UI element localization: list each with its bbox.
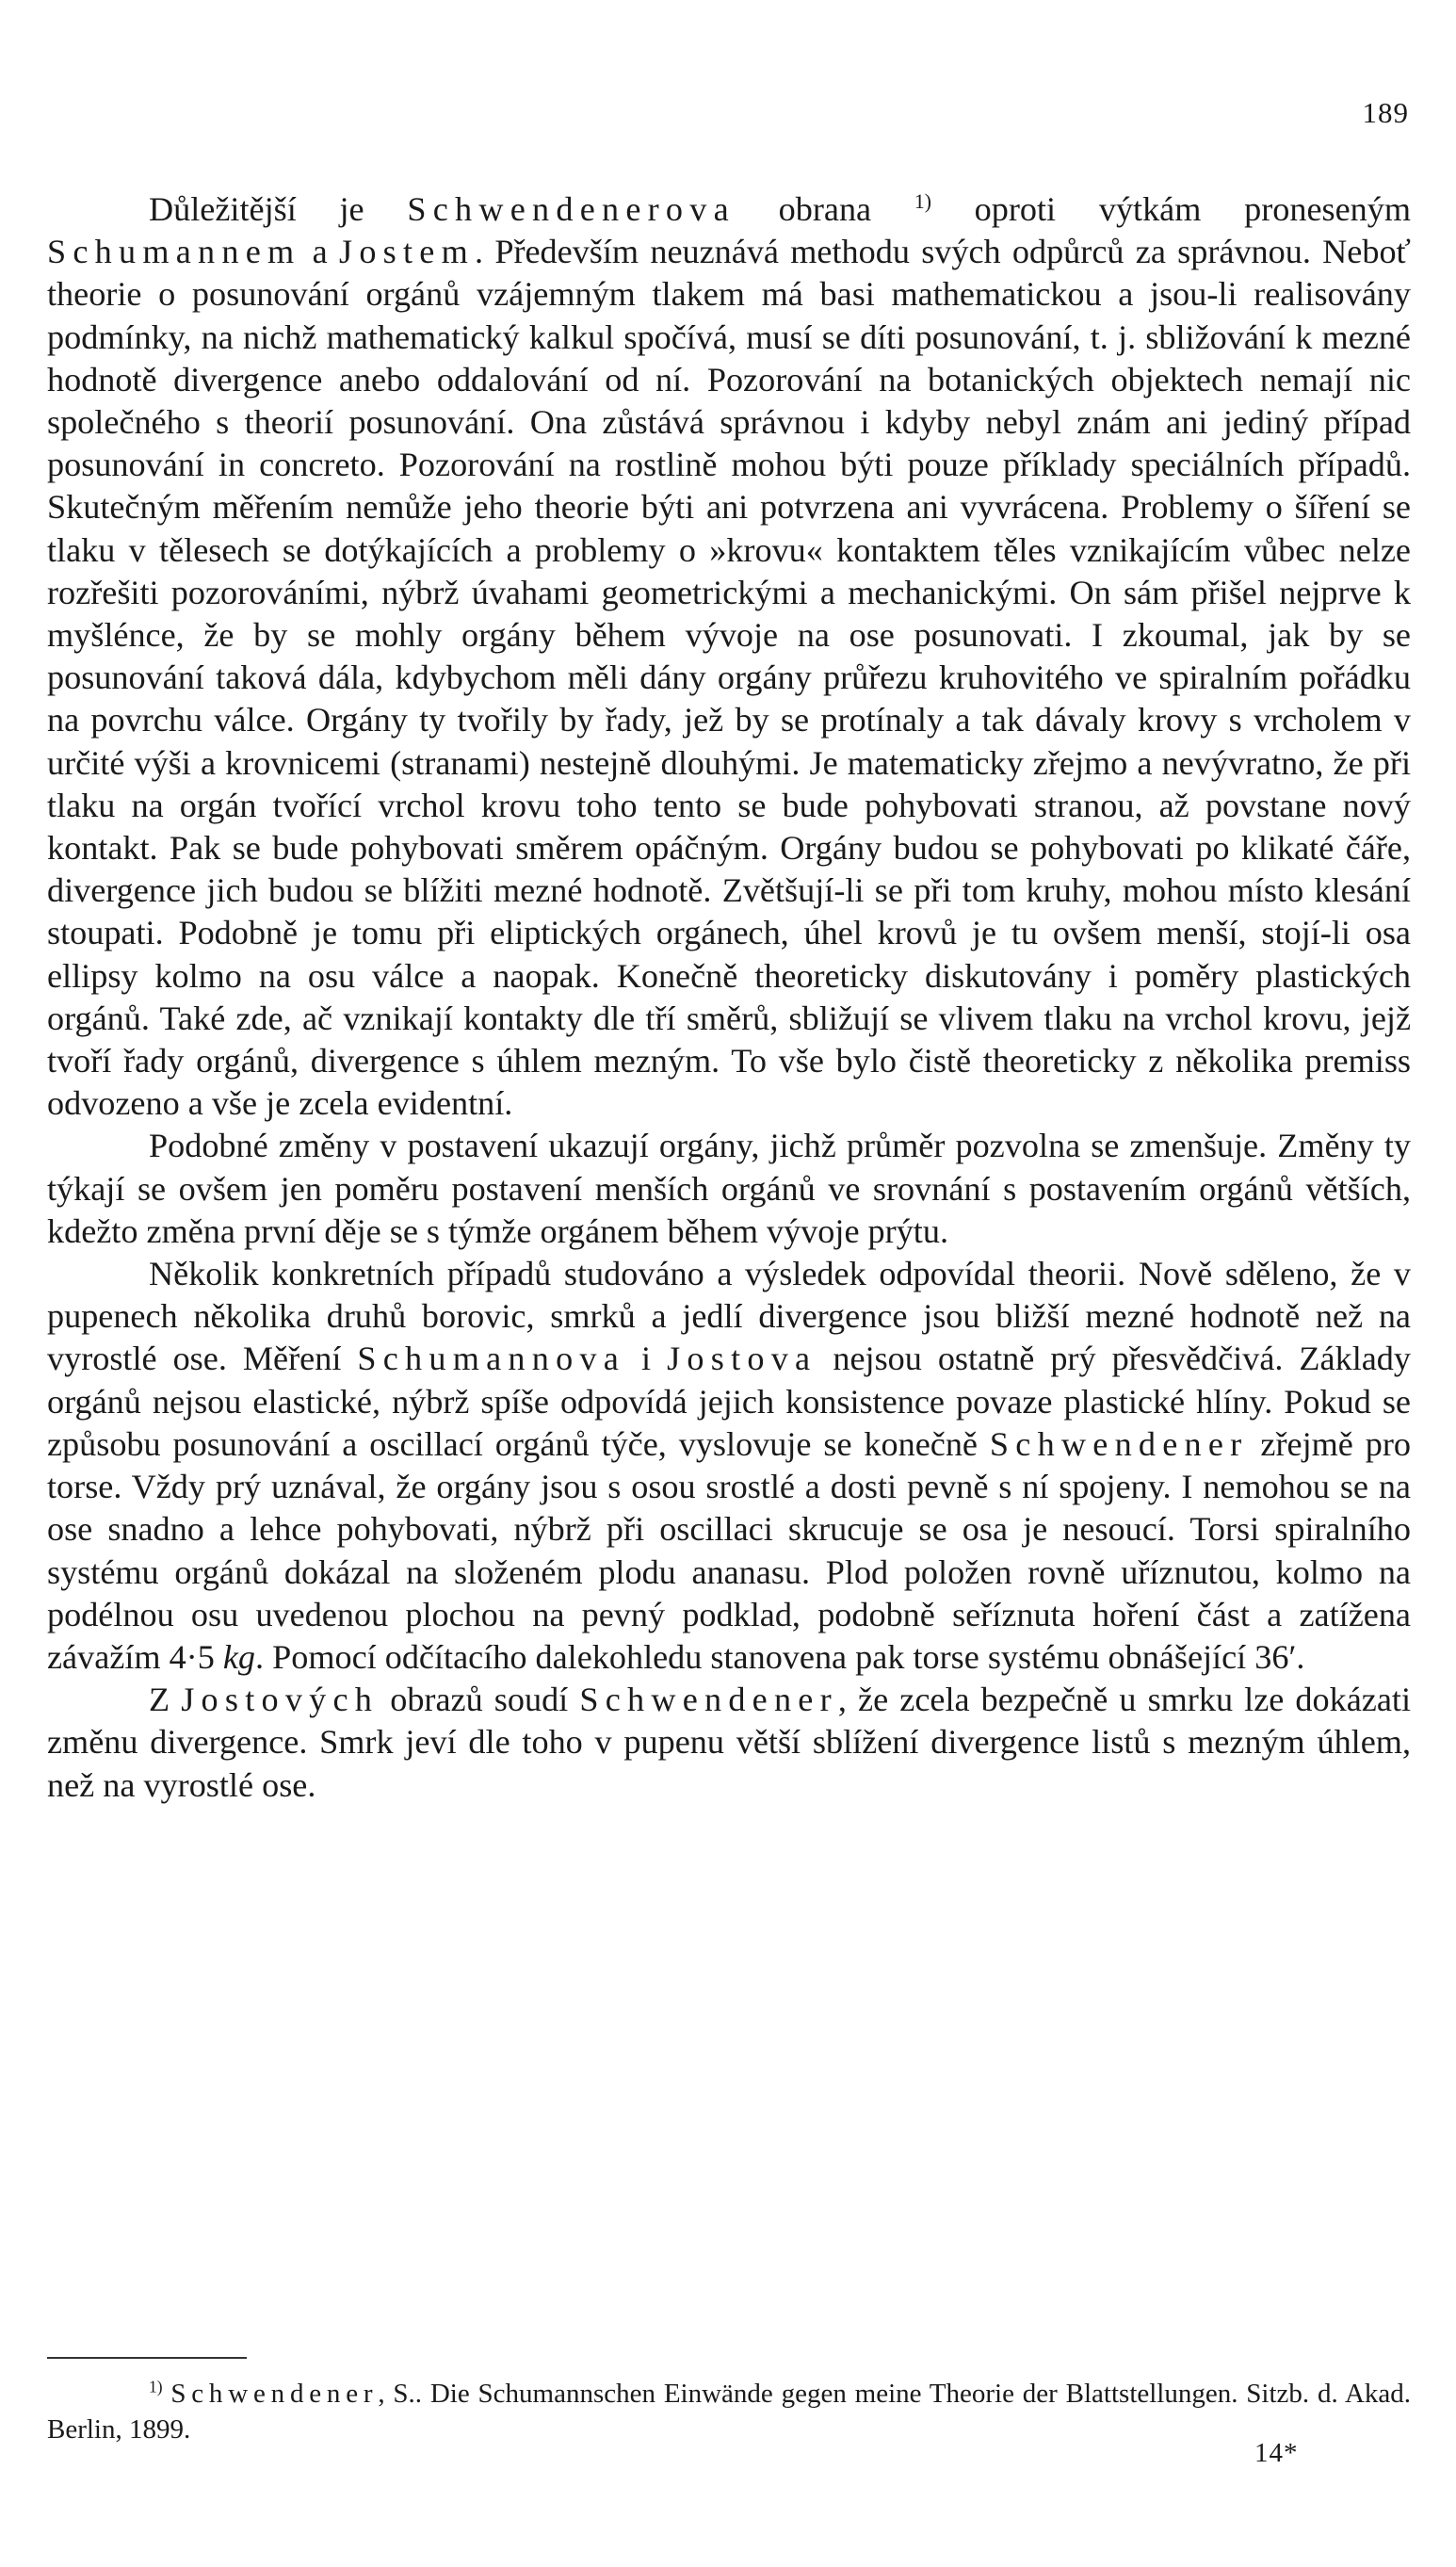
text-run: . Pomocí odčítacího dalekohledu stanovena pak torse systému obnášející 36′. [255, 1637, 1305, 1676]
author-name: Schwendener [579, 1681, 838, 1719]
author-name: Schumannova [357, 1340, 626, 1378]
text-run: . Především neuznává methodu svých odpůrců za správnou. Neboť theorie o posunování orgánů vzájemným tlakem má basi mathematickou a jsou-li realisovány podmínky, na nichž mathematický kalkul spočívá, musí se díti posunování, t. j. sbližování k mezné hodnotě divergence anebo oddalování od ní. Pozorování na botanických objektech nemají nic společného s theorií posunování. Ona zůstává správnou i kdyby nebyl znám ani jediný případ posunování in concreto. Pozorování na rostlině mohou býti pouze příklady speciálních případů. Skutečným měřením nemůže jeho theorie býti ani potvrzena ani vyvrácena. Problemy o šíření se tlaku v tělesech se dotýkajících a problemy o »krovu« kontaktem těles vznikajícím vůbec nelze rozřešiti pozorováními, nýbrž úvahami geometrickými a mechanickými. On sám přišel nejprve k myšlénce, že by se mohly orgány během vývoje na ose posunovati. I zkoumal, jak by se posunování taková dála, kdybychom měli dány orgány průřezu kruhovitého ve spiralním pořádku na povrchu válce. Orgány ty tvořily by řady, jež by se protínaly a tak dávaly krovy s vrcholem v určité výši a krovnicemi (stranami) nestejně dlouhými. Je matematicky zřejmo a nevývratno, že při tlaku na orgán tvořící vrchol krovu toho tento se bude pohybovati stranou, až povstane nový kontakt. Pak se bude pohybovati směrem opáčným. Orgány budou se pohybovati po klikaté čáře, divergence jich budou se blížiti mezné hodnotě. Zvětšují-li se při tom kruhy, mohou místo klesání stoupati. Podobně je tomu při eliptických orgánech, úhel krovů je tu ovšem menší, stojí-li osa ellipsy kolmo na osu válce a naopak. Konečně theoreticky diskutovány i poměry plastických orgánů. Také zde, ač vznikají kontakty dle tří směrů, sbližují se vlivem tlaku na vrchol krovu, jejž tvoří řady orgánů, divergence s úhlem mezným. To vše bylo čistě theoreticky z několika premiss odvozeno a vše je zcela evidentní. [47, 233, 1411, 1123]
text-run: Z [149, 1681, 182, 1719]
text-run: oproti výtkám proneseným [930, 190, 1411, 228]
text-run: Důležitější je [149, 190, 408, 228]
author-name: Jostových [181, 1681, 380, 1719]
footnote-marker: 1) [149, 2377, 163, 2396]
text-run: i [625, 1340, 668, 1378]
signature-mark: 14* [1254, 2438, 1299, 2468]
author-name: Schumannem [47, 233, 301, 271]
author-name: Jostova [667, 1340, 817, 1378]
text-run: Několik konkretních případů studováno a výsledek odpovídal theorii. Nově sděleno, že v pupenech několika druhů borovic, smrků a jedlí divergence jsou bližší mezné hodnotě než na vyrostlé ose. Měření [47, 1255, 1411, 1378]
unit-kg: kg [222, 1637, 256, 1676]
text-run: obrana [735, 190, 914, 228]
paragraph-1 [47, 188, 1411, 1125]
footnote-author: Schwendener [170, 2379, 379, 2409]
author-name: Jostem [339, 233, 475, 271]
footnote [47, 2376, 1411, 2447]
paragraph-4 [47, 1679, 1411, 1807]
text-run: zřejmě pro torse. Vždy prý uznával, že orgány jsou s osou srostlé a dosti pevně s ní spojeny. I nemohou se na ose snadno a lehce pohybovati, nýbrž při oscillaci skrucuje se osa je nesoucí. Torsi spiralního systému orgánů dokázal na složeném plodu ananasu. Plod položen rovně uříznutou, kolmo na podélnou osu uvedenou plochou na pevný podklad, podobně seříznuta hoření část a zatížena závažím 4·5 [47, 1424, 1411, 1676]
author-name: Schwendenerova [407, 190, 736, 228]
paragraph-2: Podobné změny v postavení ukazují orgány, jichž průměr pozvolna se zmenšuje. Změny ty týkají se ovšem jen poměru postavení menších orgánů ve srovnání s postavením orgánů větších, kdežto změna první děje se s týmže orgánem během vývoje prýtu. [47, 1127, 1411, 1250]
author-name: Schwendener [989, 1424, 1249, 1463]
footnote-text: , S.. Die Schumannschen Einwände gegen meine Theorie der Blattstellungen. Sitzb. d. Akad. Berlin, 1899. [47, 2379, 1412, 2445]
footnote-reference[interactable]: 1) [914, 189, 931, 213]
text-run: a [300, 233, 340, 271]
text-run: nejsou ostatně prý přesvědčivá. Základy orgánů nejsou elastické, nýbrž spíše odpovídá jejich konsistence povaze plastické hlíny. Pokud se způsobu posunování a oscillací orgánů týče, vyslovuje se konečně [47, 1340, 1411, 1463]
text-run: obrazů soudí [379, 1681, 580, 1719]
paragraph-3 [47, 1253, 1411, 1679]
page-number: 189 [1362, 96, 1409, 129]
body-text [47, 188, 1411, 1807]
footnote-divider [47, 2357, 247, 2359]
text-run: , že zcela bezpečně u smrku lze dokázati změnu divergence. Smrk jeví dle toho v pupenu větší sblížení divergence listů s mezným úhlem, než na vyrostlé ose. [47, 1681, 1411, 1804]
